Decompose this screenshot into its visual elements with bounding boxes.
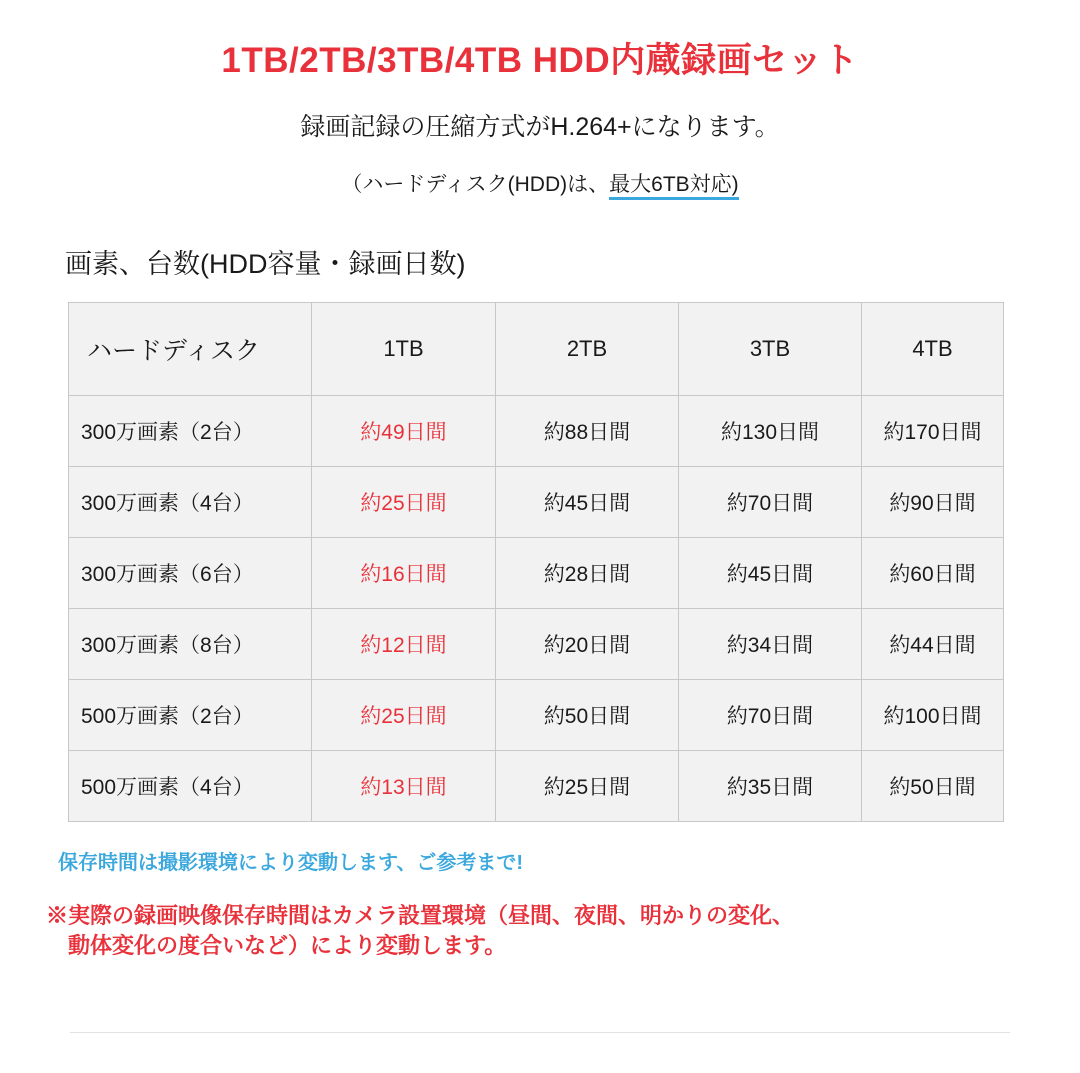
section-heading: 画素、台数(HDD容量・録画日数) xyxy=(65,249,466,279)
table-header-row xyxy=(69,303,1004,396)
table-header-cell-3tb: 3TB xyxy=(679,303,862,396)
row-label: 300万画素（4台） xyxy=(69,467,312,538)
table-row xyxy=(69,396,1004,467)
row-label: 300万画素（8台） xyxy=(69,609,312,680)
table-header-cell-1tb: 1TB xyxy=(312,303,496,396)
table-header-cell-4tb: 4TB xyxy=(862,303,1004,396)
cell-2tb: 約25日間 xyxy=(496,751,679,822)
cell-3tb: 約45日間 xyxy=(679,538,862,609)
cell-2tb: 約20日間 xyxy=(496,609,679,680)
hdd-capacity-note-emphasis: 最大6TB対応) xyxy=(609,173,739,200)
disclaimer-note-line2: 動体変化の度合いなど）により変動します。 xyxy=(68,932,507,958)
hdd-capacity-note-prefix: （ハードディスク(HDD)は、 xyxy=(341,173,610,196)
cell-3tb: 約34日間 xyxy=(679,609,862,680)
cell-4tb: 約50日間 xyxy=(862,751,1004,822)
bottom-divider xyxy=(70,1032,1010,1033)
table-row xyxy=(69,467,1004,538)
table-header-cell-hdd: ハードディスク xyxy=(69,303,312,396)
cell-1tb: 約12日間 xyxy=(312,609,496,680)
cell-4tb: 約90日間 xyxy=(862,467,1004,538)
cell-4tb: 約170日間 xyxy=(862,396,1004,467)
table-header-cell-2tb: 2TB xyxy=(496,303,679,396)
cell-2tb: 約88日間 xyxy=(496,396,679,467)
table-row xyxy=(69,751,1004,822)
row-label: 500万画素（4台） xyxy=(69,751,312,822)
hdd-capacity-note xyxy=(0,143,1080,198)
cell-3tb: 約70日間 xyxy=(679,467,862,538)
cell-3tb: 約35日間 xyxy=(679,751,862,822)
table-row xyxy=(69,609,1004,680)
cell-4tb: 約44日間 xyxy=(862,609,1004,680)
cell-3tb: 約70日間 xyxy=(679,680,862,751)
cell-2tb: 約28日間 xyxy=(496,538,679,609)
spec-table-wrapper xyxy=(68,302,1003,822)
table-row xyxy=(69,538,1004,609)
cell-1tb: 約25日間 xyxy=(312,467,496,538)
storage-time-note: 保存時間は撮影環境により変動します、ご参考まで! xyxy=(58,852,524,874)
cell-1tb: 約16日間 xyxy=(312,538,496,609)
row-label: 300万画素（6台） xyxy=(69,538,312,609)
cell-2tb: 約45日間 xyxy=(496,467,679,538)
disclaimer-note-line1: ※実際の録画映像保存時間はカメラ設置環境（昼間、夜間、明かりの変化、 xyxy=(46,903,795,928)
disclaimer-note xyxy=(0,875,1080,960)
cell-4tb: 約60日間 xyxy=(862,538,1004,609)
cell-1tb: 約13日間 xyxy=(312,751,496,822)
subtitle-text: 録画記録の圧縮方式がH.264+になります。 xyxy=(300,113,780,141)
page-title: 1TB/2TB/3TB/4TB HDD内蔵録画セット xyxy=(221,41,859,80)
cell-4tb: 約100日間 xyxy=(862,680,1004,751)
cell-1tb: 約25日間 xyxy=(312,680,496,751)
row-label: 300万画素（2台） xyxy=(69,396,312,467)
spec-table xyxy=(68,302,1004,822)
cell-1tb: 約49日間 xyxy=(312,396,496,467)
table-row xyxy=(69,680,1004,751)
row-label: 500万画素（2台） xyxy=(69,680,312,751)
cell-3tb: 約130日間 xyxy=(679,396,862,467)
cell-2tb: 約50日間 xyxy=(496,680,679,751)
